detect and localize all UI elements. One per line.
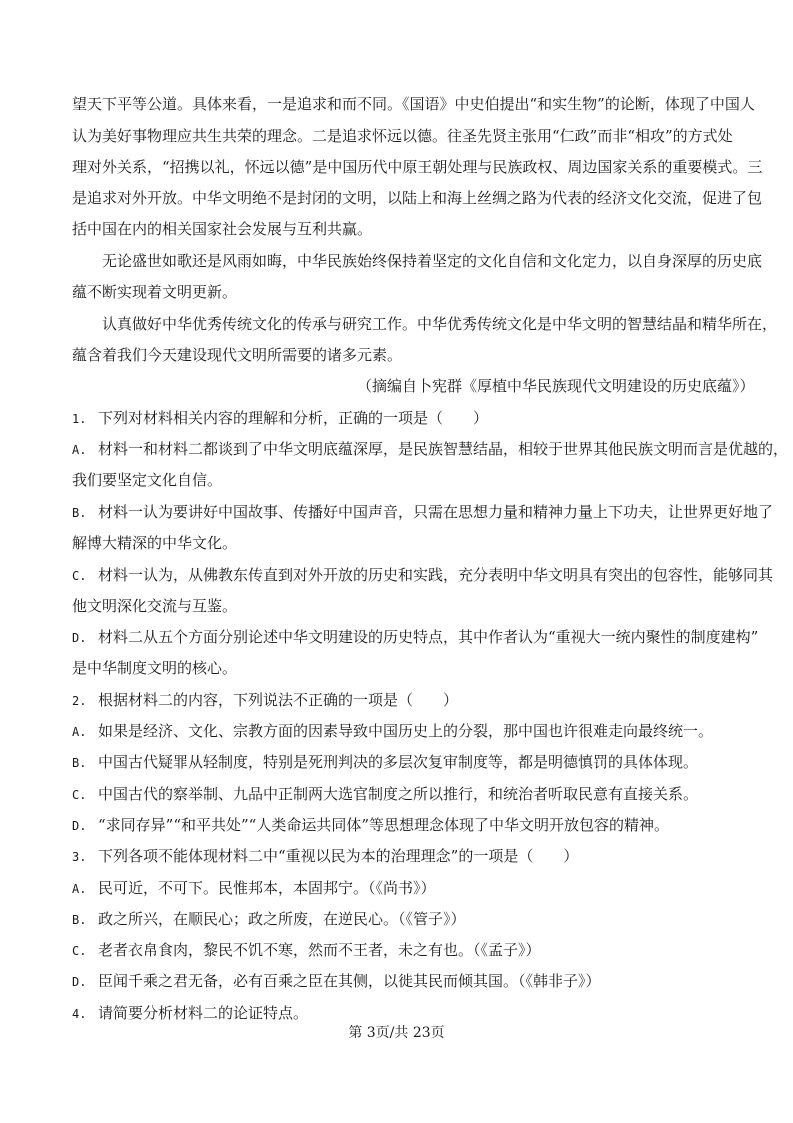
passage-line: 理对外关系，“招携以礼，怀远以德”是中国历代中原王朝处理与民族政权、周边国家关系的重要模式。三 (72, 158, 763, 176)
question-2-option-c[interactable]: C. 中国古代的察举制、九品中正制两大选官制度之所以推行，和统治者听取民意有直接关系。 (72, 785, 699, 803)
passage-line: 蕴不断实现着文明更新。 (72, 283, 238, 301)
option-continuation: 他文明深化交流与互鉴。 (72, 597, 238, 615)
question-1-option-c[interactable]: C. 材料一认为，从佛教东传直到对外开放的历史和实践，充分表明中华文明具有突出的包容性，能够同其 (72, 566, 774, 584)
passage-line: 无论盛世如歌还是风雨如晦，中华民族始终保持着坚定的文化自信和文化定力，以自身深厚的历史底 (102, 252, 763, 270)
option-continuation: 是中华制度文明的核心。 (72, 659, 238, 677)
question-2-option-d[interactable]: D. “求同存异”“和平共处”“人类命运共同体”等思想理念体现了中华文明开放包容的精神。 (72, 816, 670, 834)
passage-line: 蕴含着我们今天建设现代文明所需要的诸多元素。 (72, 346, 403, 364)
question-3-option-d[interactable]: D. 臣闻千乘之君无备，必有百乘之臣在其侧，以徙其民而倾其国。（《韩非子》） (72, 972, 601, 990)
passage-line: 认真做好中华优秀传统文化的传承与研究工作。中华优秀传统文化是中华文明的智慧结晶和精华所在， (102, 315, 778, 333)
question-1-stem: 1. 下列对材料相关内容的理解和分析，正确的一项是（ ） (72, 409, 489, 427)
question-4-stem: 4. 请简要分析材料二的论证特点。 (72, 1004, 309, 1022)
source-citation: （摘编自卜宪群《厚植中华民族现代文明建设的历史底蕴》） (357, 377, 755, 395)
passage-line: 括中国在内的相关国家社会发展与互利共赢。 (72, 220, 373, 238)
question-2-stem: 2. 根据材料二的内容，下列说法不正确的一项是（ ） (72, 691, 459, 709)
question-3-option-b[interactable]: B. 政之所兴，在顺民心；政之所废，在逆民心。（《管子》） (72, 910, 466, 928)
question-2-option-b[interactable]: B. 中国古代疑罪从轻制度，特别是死刑判决的多层次复审制度等，都是明德慎罚的具体体现。 (72, 753, 699, 771)
question-1-option-a[interactable]: A. 材料一和材料二都谈到了中华文明底蕴深厚，是民族智慧结晶，相较于世界其他民族文明而言是优越的， (72, 440, 789, 458)
passage-line: 是追求对外开放。中华文明绝不是封闭的文明，以陆上和海上丝绸之路为代表的经济文化交流，促进了包 (72, 189, 763, 207)
passage-line: 认为美好事物理应共生共荣的理念。二是追求怀远以德。往圣先贤主张用“仁政”而非“相攻”的方式处 (72, 127, 733, 145)
question-2-option-a[interactable]: A. 如果是经济、文化、宗教方面的因素导致中国历史上的分裂，那中国也许很难走向最终统一。 (72, 722, 714, 740)
passage-line: 望天下平等公道。具体来看，一是追求和而不同。《国语》中史伯提出“和实生物”的论断，体现了中国人 (72, 95, 755, 113)
option-continuation: 我们要坚定文化自信。 (72, 471, 223, 489)
question-1-option-b[interactable]: B. 材料一认为要讲好中国故事、传播好中国声音，只需在思想力量和精神力量上下功夫，让世界更好地了 (72, 503, 774, 521)
question-3-stem: 3. 下列各项不能体现材料二中“重视以民为本的治理理念”的一项是（ ） (72, 847, 579, 865)
question-3-option-c[interactable]: C. 老者衣帛食肉，黎民不饥不寒，然而不王者，未之有也。（《孟子》） (72, 941, 541, 959)
page-footer: 第 3页/共 23页 (348, 1025, 445, 1041)
question-1-option-d[interactable]: D. 材料二从五个方面分别论述中华文明建设的历史特点，其中作者认为“重视大一统内聚性的制度建构” (72, 628, 759, 646)
question-3-option-a[interactable]: A. 民可近，不可下。民惟邦本，本固邦宁。（《尚书》） (72, 879, 436, 897)
option-continuation: 解博大精深的中华文化。 (72, 534, 238, 552)
